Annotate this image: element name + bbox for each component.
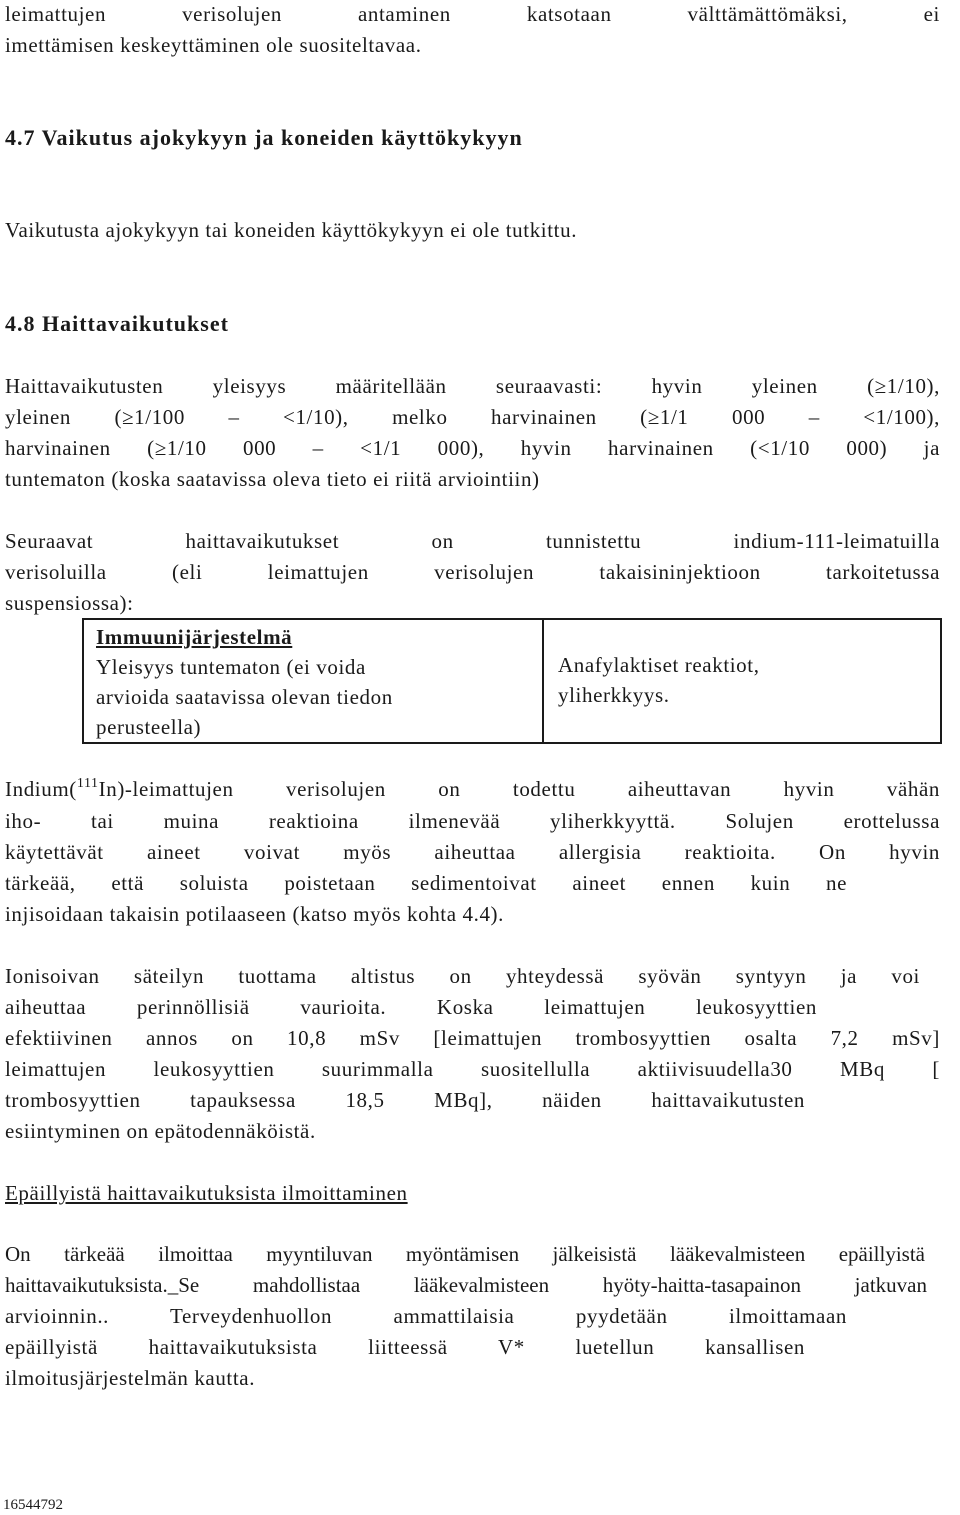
section-4-8-heading: 4.8 Haittavaikutukset: [5, 311, 229, 336]
frequency-line: harvinainen (≥1/10 000 – <1/1 000), hyvin harvinainen (<1/10 000) ja: [5, 436, 940, 460]
reporting-line: On tärkeää ilmoittaa myyntiluvan myöntämisen jälkeisistä lääkevalmisteen epäillyistä: [5, 1242, 925, 1266]
radiation-line: trombosyyttien tapauksessa 18,5 MBq], näiden haittavaikutusten: [5, 1088, 805, 1112]
indium-rest: In)-leimattujen verisolujen on todettu aiheuttavan hyvin vähän: [98, 777, 940, 801]
radiation-line: leimattujen leukosyyttien suurimmalla suositellulla aktiivisuudella30 MBq [: [5, 1057, 940, 1081]
reaction-text-line: Anafylaktiset reaktiot,: [558, 653, 760, 677]
radiation-line: aiheuttaa perinnöllisiä vaurioita. Koska leimattujen leukosyyttien: [5, 995, 817, 1019]
frequency-cell: [83, 619, 543, 743]
identified-line: verisoluilla (eli leimattujen verisolujen takaisininjektioon tarkoitetussa: [5, 560, 940, 584]
isotope-superscript: 111: [76, 776, 99, 791]
intro-line: leimattujen verisolujen antaminen katsotaan välttämättömäksi, ei: [5, 2, 940, 26]
indium-prefix: Indium(: [5, 777, 77, 801]
indium-line: käytettävät aineet voivat myös aiheuttaa allergisia reaktioita. On hyvin: [5, 840, 940, 864]
indium-line: tärkeää, että soluista poistetaan sedimentoivat aineet ennen kuin ne: [5, 871, 847, 895]
frequency-line: yleinen (≥1/100 – <1/10), melko harvinainen (≥1/1 000 – <1/100),: [5, 405, 940, 429]
reaction-cell: [543, 619, 941, 743]
section-4-7-text: Vaikutusta ajokykyyn tai koneiden käyttökykyyn ei ole tutkittu.: [5, 218, 578, 242]
document-id: 16544792: [3, 1497, 63, 1513]
radiation-line: esiintyminen on epätodennäköistä.: [5, 1119, 316, 1143]
adverse-reactions-table: [82, 618, 942, 744]
reporting-line: arvioinnin.. Terveydenhuollon ammattilaisia pyydetään ilmoittamaan: [5, 1304, 847, 1328]
frequency-line: tuntematon (koska saatavissa oleva tieto ei riitä arviointiin): [5, 467, 540, 491]
radiation-line: Ionisoivan säteilyn tuottama altistus on yhteydessä syövän syntyyn ja voi: [5, 964, 920, 988]
frequency-line: Haittavaikutusten yleisyys määritellään seuraavasti: hyvin yleinen (≥1/10),: [5, 374, 940, 398]
radiation-line: efektiivinen annos on 10,8 mSv [leimattujen trombosyyttien osalta 7,2 mSv]: [5, 1026, 940, 1050]
frequency-text-line: arvioida saatavissa olevan tiedon: [96, 685, 393, 709]
indium-line: [5, 775, 940, 803]
indium-line: injisoidaan takaisin potilaaseen (katso myös kohta 4.4).: [5, 902, 505, 926]
indium-line: iho- tai muina reaktioina ilmenevää yliherkkyyttä. Solujen erottelussa: [5, 809, 940, 833]
identified-line: Seuraavat haittavaikutukset on tunnistettu indium-111-leimatuilla: [5, 529, 940, 553]
reporting-line: epäillyistä haittavaikutuksista liitteessä V* luetellun kansallisen: [5, 1335, 805, 1359]
frequency-text-line: perusteella): [96, 715, 202, 739]
intro-line: imettämisen keskeyttäminen ole suositeltavaa.: [5, 33, 422, 57]
reporting-line: haittavaikutuksista._Se mahdollistaa lääkevalmisteen hyöty-haitta-tasapainon jatkuvan: [5, 1273, 927, 1297]
frequency-text-line: Yleisyys tuntematon (ei voida: [96, 655, 366, 679]
identified-line: suspensiossa):: [5, 591, 134, 615]
table-row: [83, 619, 941, 743]
reporting-line: ilmoitusjärjestelmän kautta.: [5, 1366, 256, 1390]
reporting-heading: Epäillyistä haittavaikutuksista ilmoittaminen: [5, 1181, 408, 1205]
section-4-7-heading: 4.7 Vaikutus ajokykyyn ja koneiden käyttökykyyn: [5, 125, 523, 150]
reaction-text-line: yliherkkyys.: [558, 683, 670, 707]
system-organ-class: Immuunijärjestelmä: [96, 625, 293, 649]
